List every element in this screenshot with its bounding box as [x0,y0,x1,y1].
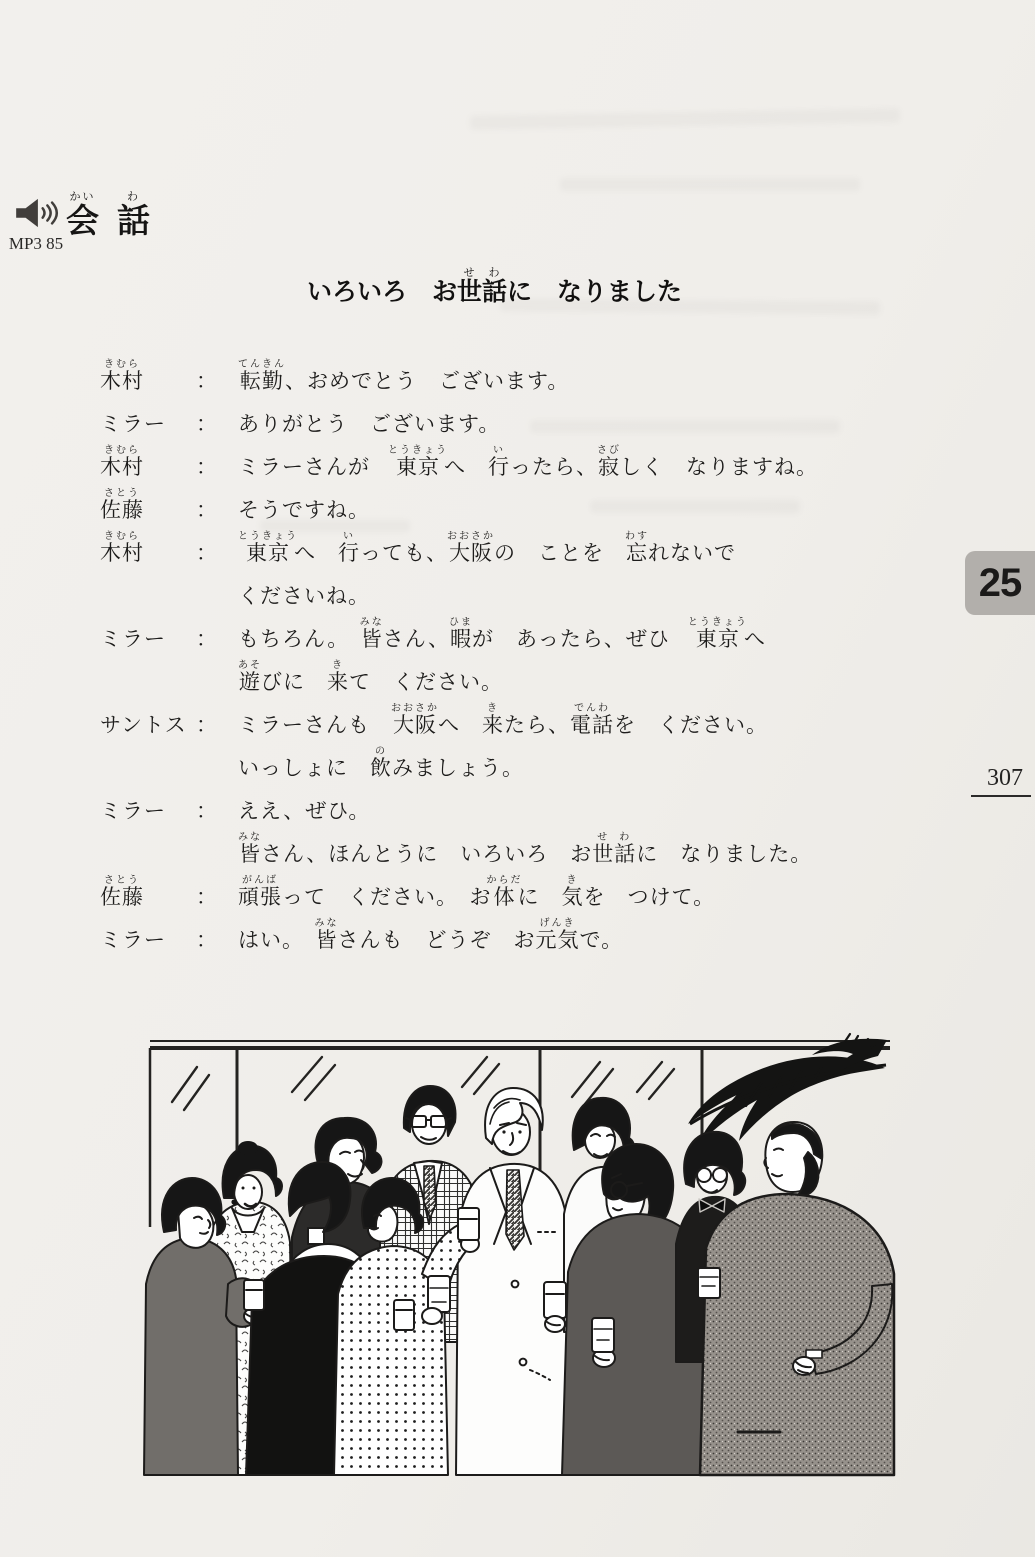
speaker-lines [238,485,890,528]
speaker-name: ミラー [100,627,166,651]
party-illustration [142,1032,902,1477]
dialogue-line: 皆みなさん、ほんとうに いろいろ お世せ話わに なりました。 [238,832,813,866]
person-balding-tweed-man [700,1122,894,1475]
dialogue-row [100,399,890,442]
dialogue-line: ミラーさんも 大阪おおさかへ 来きたら、電話でんわを ください。 [238,703,768,737]
speaker-colon: ： [196,541,218,565]
speaker-name: サントス [100,713,187,737]
dialogue-section [100,356,890,958]
bleedthrough-artifact [470,108,900,130]
speaker-colon: ： [196,928,218,952]
speaker-name: 木村きむら [100,531,144,565]
dialogue-title: いろいろ お世せ話わに なりました [306,266,683,306]
speaker-name: 木村きむら [100,359,144,393]
dialogue-row [100,700,890,786]
dialogue-line: くださいね。 [238,584,370,608]
speaker-lines [238,528,890,614]
dialogue-row [100,915,890,958]
bleedthrough-artifact [560,178,860,191]
dialogue-row [100,356,890,399]
audio-track-label: MP3 85 [8,234,64,253]
speaker-colon: ： [196,498,218,522]
dialogue-line: そうですね。 [238,498,370,522]
speaker-colon: ： [196,455,218,479]
speaker-icon [13,196,59,230]
speaker-name: 佐藤さとう [100,875,144,909]
speaker-colon: ： [196,799,218,823]
speaker-name: 佐藤さとう [100,488,144,522]
audio-block [5,196,67,254]
dialogue-line: もちろん。 皆みなさん、暇ひまが あったら、ぜひ 東京とうきょうへ [238,617,766,651]
dialogue-row [100,786,890,872]
dialogue-row [100,485,890,528]
dialogue-line: 東京とうきょうへ 行いっても、大阪おおさかの ことを 忘わすれないで [238,531,736,565]
speaker-lines [238,614,890,700]
speaker-colon: ： [196,412,218,436]
speaker-lines [238,356,890,399]
speaker-lines [238,872,890,915]
speaker-name: ミラー [100,799,166,823]
speaker-colon: ： [196,885,218,909]
dialogue-line: ええ、ぜひ。 [238,799,371,823]
speaker-name: ミラー [100,412,166,436]
dialogue-line: ミラーさんが 東京とうきょうへ 行いったら、寂さびしく なりますね。 [238,445,818,479]
speaker-lines [238,442,890,485]
speaker-name: ミラー [100,928,166,952]
speaker-colon: ： [196,369,218,393]
dialogue-line: 遊あそびに 来きて ください。 [238,660,503,694]
speaker-name: 木村きむら [100,445,144,479]
page-number: 307 [971,765,1031,797]
speaker-lines [238,399,890,442]
dialogue-line: 転勤てんきん、おめでとう ございます。 [238,359,570,393]
dialogue-line: いっしょに 飲のみましょう。 [238,746,524,780]
dialogue-row [100,614,890,700]
dialogue-line: はい。 皆みなさんも どうぞ お元気げんきで。 [238,918,624,952]
speaker-lines [238,700,890,786]
speaker-lines [238,915,890,958]
speaker-lines [238,786,890,872]
chapter-tab: 25 [965,551,1035,615]
dialogue-row [100,442,890,485]
speaker-colon: ： [196,713,218,737]
speaker-colon: ： [196,627,218,651]
dialogue-row [100,872,890,915]
dialogue-row [100,528,890,614]
section-heading: 会かい話わ [66,190,150,240]
dialogue-line: 頑張がんばって ください。 お体からだに 気きを つけて。 [238,875,716,909]
dialogue-line: ありがとう ございます。 [238,412,501,436]
